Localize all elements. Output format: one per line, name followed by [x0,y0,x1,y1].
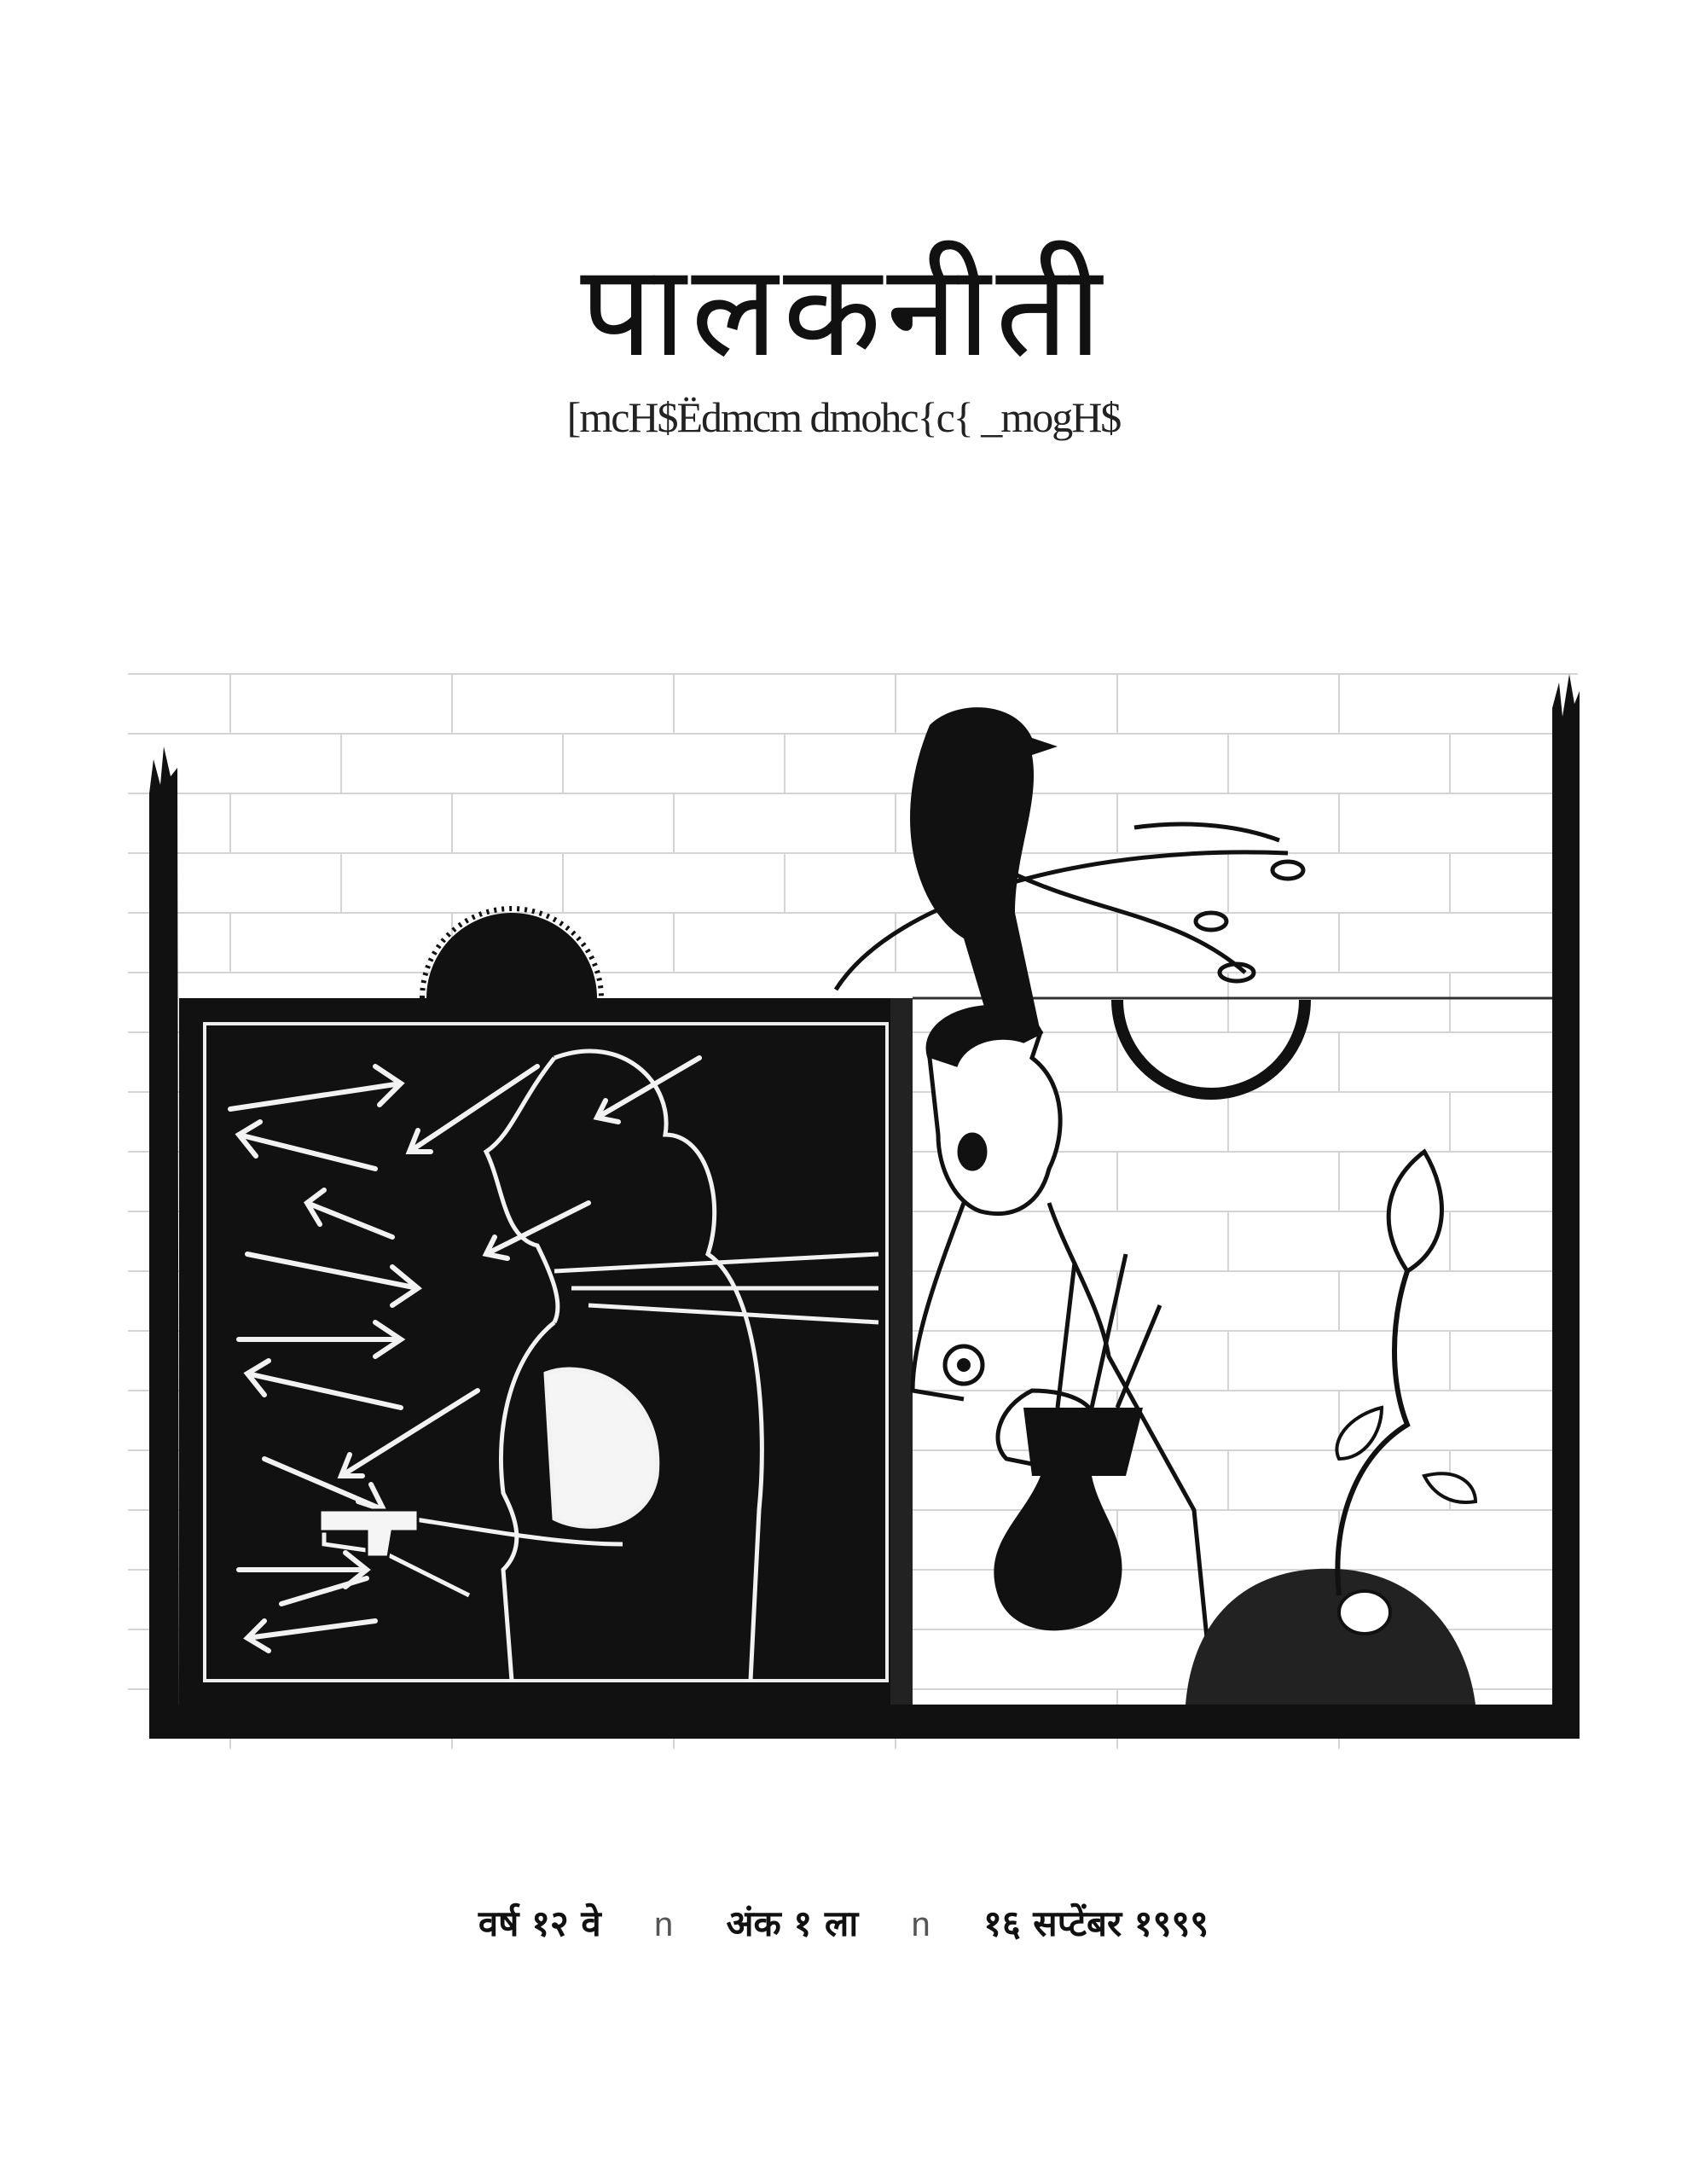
separator: n [653,1908,675,1947]
sun-icon [422,909,601,998]
branch [836,824,1303,990]
flower-pot-icon [945,1254,1160,1630]
issue-number: अंक १ ला [726,1902,859,1944]
issue-year: वर्ष १२ वे [478,1902,601,1944]
issue-date: १६ सप्टेंबर १९९९ [983,1902,1209,1944]
issue-details [0,1898,1687,1947]
magazine-title: पालकनीती [580,237,1107,386]
crow-icon [910,707,1058,1032]
magazine-subtitle: [mcH$Ëdmcm dmohc{c{ _mogH$ [566,393,1121,441]
left-panel [179,998,913,1705]
moon-icon [1117,1000,1305,1094]
cover-illustration [111,657,1595,1766]
masthead [0,237,1687,442]
separator: n [910,1908,931,1947]
